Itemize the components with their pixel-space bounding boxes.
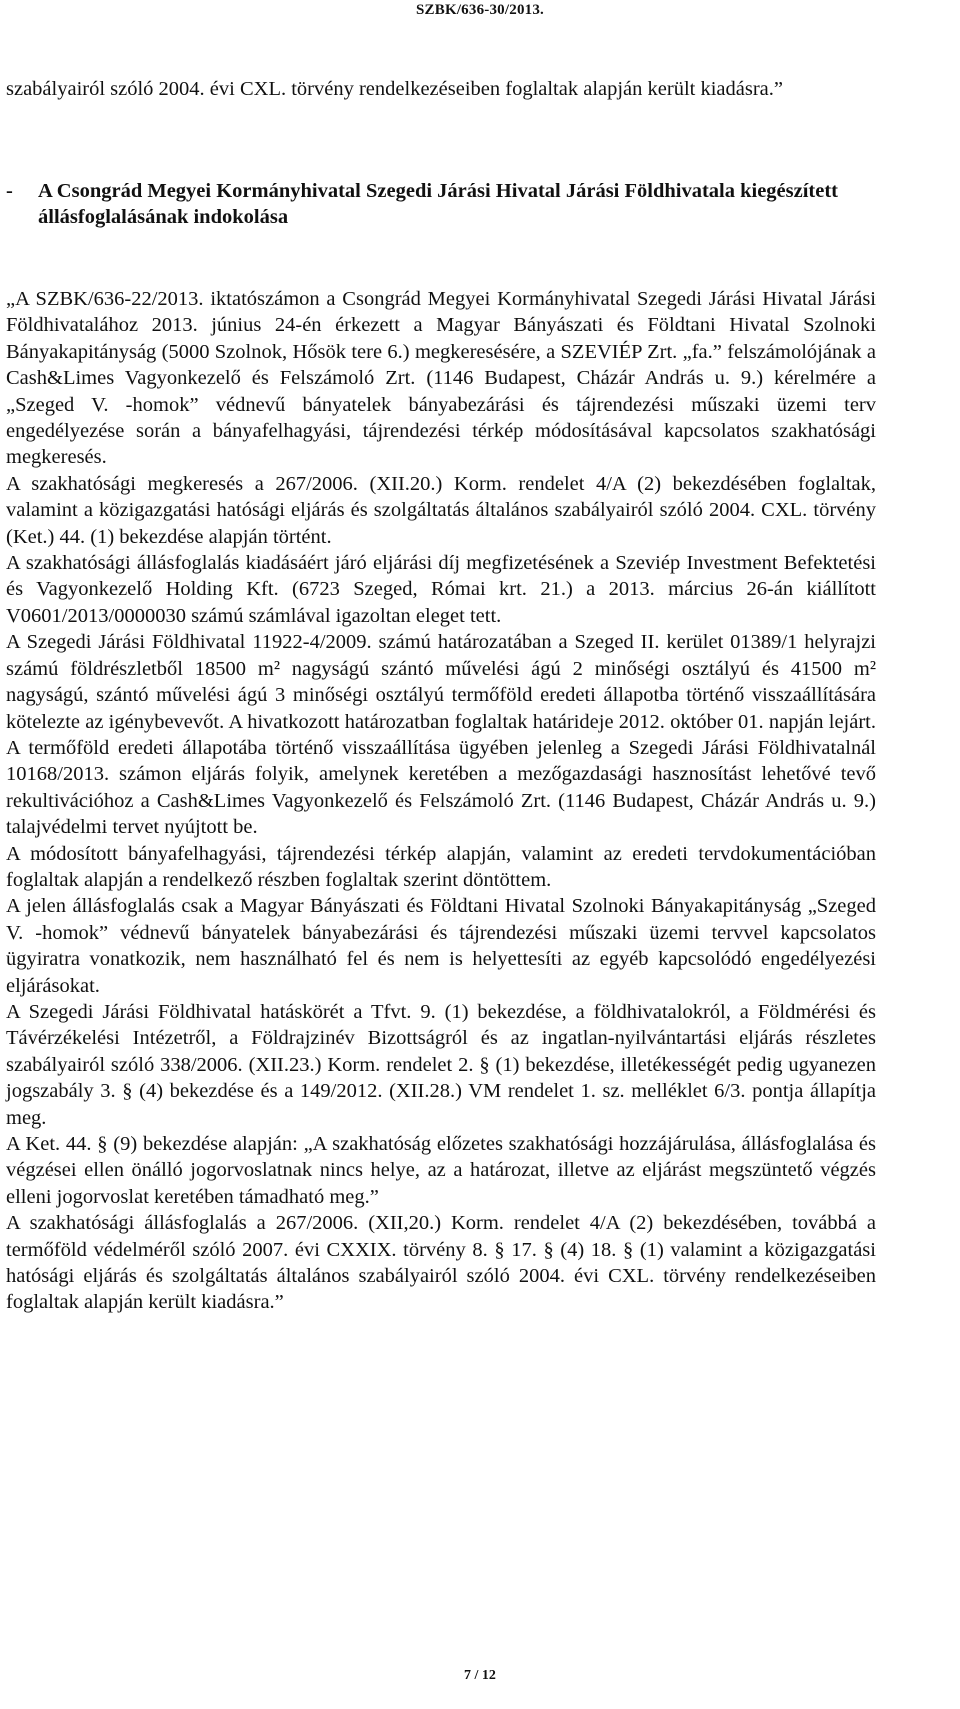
intro-paragraph: szabályairól szóló 2004. évi CXL. törvény rendelkezéseiben foglaltak alapján került kiadásra.” [6,78,783,100]
body-paragraph-3: A szakhatósági állásfoglalás kiadásáért járó eljárási díj megfizetésének a Szeviép Investment Befektetési és Vagyonkezelő Holding Kft. (6723 Szeged, Római krt. 21.) a 2013. március 26-án kiállított V0601/2013/0000030 számú számlával igazoltan eleget tett. [6,552,876,627]
body-paragraph-2: A szakhatósági megkeresés a 267/2006. (XII.20.) Korm. rendelet 4/A (2) bekezdésében foglaltak, valamint a közigazgatási hatósági eljárás és szolgáltatás általános szabályairól szóló 2004. CXL. törvény (Ket.) 44. (1) bekezdése alapján történt. [6,472,876,548]
page-header-doc-id: SZBK/636-30/2013. [416,2,544,18]
body-text-block [6,286,876,1316]
section-bullet: - [6,180,13,202]
body-paragraph-5: A módosított bányafelhagyási, tájrendezési térkép alapján, valamint az eredeti tervdokumentációban foglaltak alapján a rendelkező részben foglaltak szerint döntöttem. [6,842,876,891]
intro-text-block [6,76,876,102]
page-number: 7 / 12 [464,1668,496,1683]
body-paragraph-8: A Ket. 44. § (9) bekezdése alapján: „A szakhatóság előzetes szakhatósági hozzájárulása, állásfoglalása és végzései ellen önálló jogorvoslatnak nincs helye, az a határozat, illetve az eljárást megszüntető végzés elleni jogorvoslat keretében támadható meg.” [6,1133,876,1208]
body-paragraph-9: A szakhatósági állásfoglalás a 267/2006. (XII,20.) Korm. rendelet 4/A (2) bekezdésében, továbbá a termőföld védelméről szóló 2007. évi CXXIX. törvény 8. § 17. § (4) 18. § (1) valamint a közigazgatási hatósági eljárás és szolgáltatás általános szabályairól szóló 2004. évi CXL. törvény rendelkezéseiben foglaltak alapján került kiadásra.” [6,1212,876,1314]
section-title: A Csongrád Megyei Kormányhivatal Szegedi Járási Hivatal Járási Földhivatala kiegészített állásfoglalásának indokolása [38,180,839,229]
body-paragraph-6: A jelen állásfoglalás csak a Magyar Bányászati és Földtani Hivatal Szolnoki Bányakapitányság „Szeged V. -homok” védnevű bányatelek bányabezárási és tájrendezési műszaki üzemi tervvel kapcsolatos ügyiratra vonatkozik, nem használható fel és nem is helyettesíti az egyéb kapcsolódó engedélyezési eljárásokat. [6,895,876,997]
body-paragraph-4: A Szegedi Járási Földhivatal 11922-4/2009. számú határozatában a Szeged II. kerület 01389/1 helyrajzi számú földrészletből 18500 m² nagyságú szántó művelési ágú 2 minőségi osztályú és 41500 m² nagyságú, szántó művelési ágú 3 minőségi osztályú termőföld eredeti állapotba történő visszaállítására kötelezte az igénybevevőt. A hivatkozott határozatban foglaltak határideje 2012. október 01. napján lejárt. A termőföld eredeti állapotába történő visszaállítása ügyében jelenleg a Szegedi Járási Földhivatalnál 10168/2013. számon eljárás folyik, amelynek keretében a mezőgazdasági hasznosítást lehetővé tevő rekultivációhoz a Cash&Limes Vagyonkezelő és Felszámoló Zrt. (1146 Budapest, Cházár András u. 9.) talajvédelmi tervet nyújtott be. [6,631,876,839]
body-paragraph-7: A Szegedi Járási Földhivatal hatáskörét a Tfvt. 9. (1) bekezdése, a földhivatalokról, a Földmérési és Távérzékelési Intézetről, a Földrajzinév Bizottságról és az ingatlan-nyilvántartási eljárás részletes szabályairól szóló 338/2006. (XII.23.) Korm. rendelet 2. § (1) bekezdése, illetékességét pedig ugyanezen jogszabály 3. § (4) bekezdése és a 149/2012. (XII.28.) VM rendelet 1. sz. melléklet 6/3. pontja állapítja meg. [6,1000,876,1129]
section-heading [6,178,876,231]
body-paragraph-1: „A SZBK/636-22/2013. iktatószámon a Csongrád Megyei Kormányhivatal Szegedi Járási Hivatal Járási Földhivatalához 2013. június 24-én érkezett a Magyar Bányászati és Földtani Hivatal Szolnoki Bányakapitányság (5000 Szolnok, Hősök tere 6.) megkeresésére, a SZEVIÉP Zrt. „fa.” felszámolójának a Cash&Limes Vagyonkezelő és Felszámoló Zrt. (1146 Budapest, Cházár András u. 9.) kérelmére a „Szeged V. -homok” védnevű bányatelek bányabezárási és tájrendezési műszaki üzemi terv engedélyezése során a bányafelhagyási, tájrendezési térkép módosításával kapcsolatos szakhatósági megkeresés. [6,288,876,469]
